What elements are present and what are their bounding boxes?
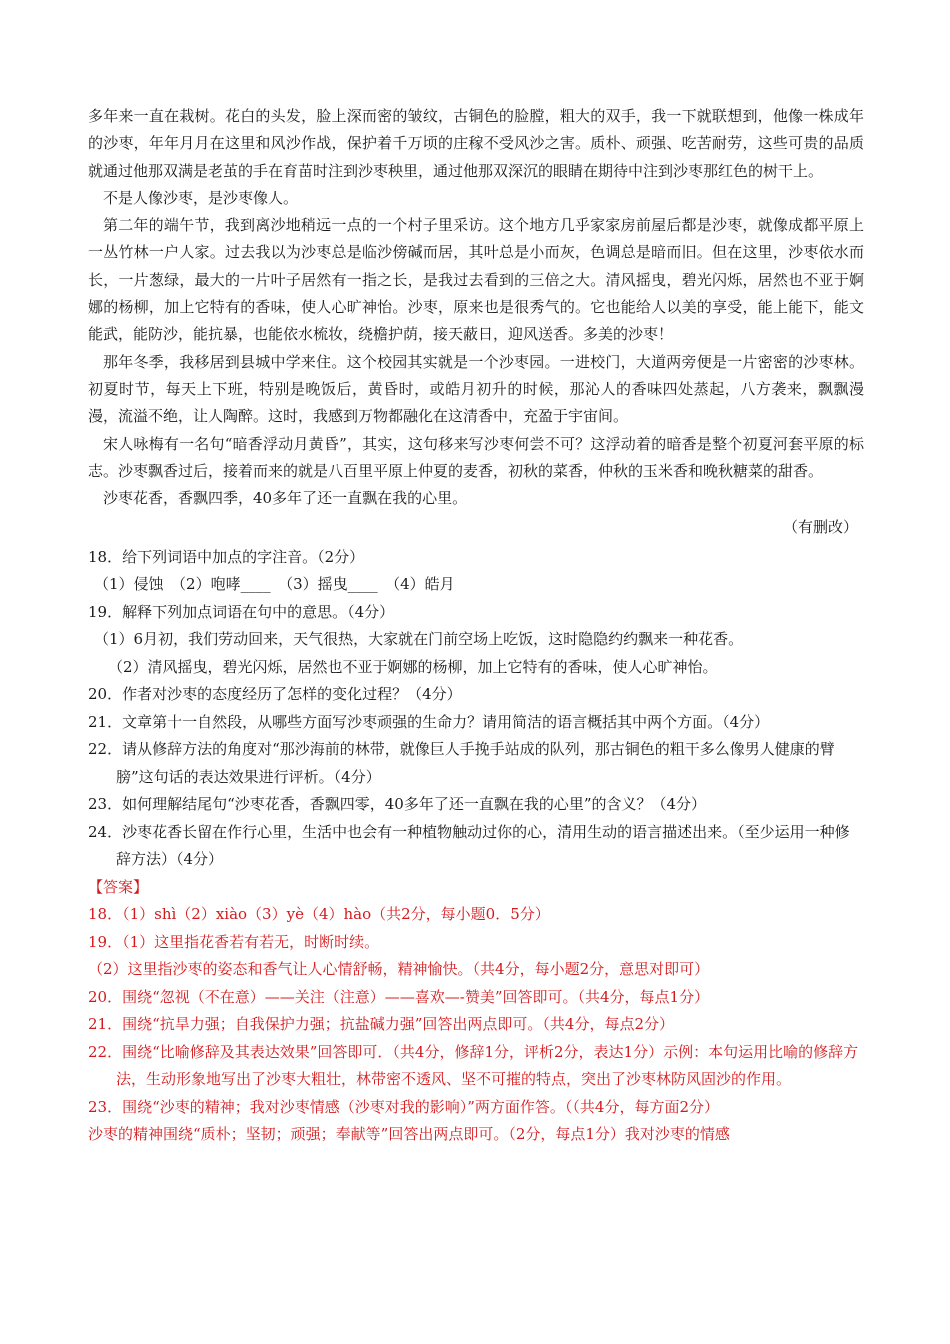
article-paragraph-6: 沙枣花香，香飘四季，40多年了还一直飘在我的心里。 — [103, 489, 468, 508]
question-23: 23．如何理解结尾句“沙枣花香，香飘四零，40多年了还一直飘在我的心里”的含义？（4分） — [88, 795, 707, 814]
answer-20: 20．围绕“忽视（不在意）——关注（注意）——喜欢—-赞美”回答即可。（共4分，每点1分） — [88, 987, 710, 1006]
article-body — [88, 103, 864, 542]
question-24: 24．沙枣花香长留在作行心里，生活中也会有一种植物触动过你的心，清用生动的语言描述出来。（至少运用一种修辞方法）（4分） — [88, 822, 850, 869]
question-19: 19．解释下列加点词语在句中的意思。（4分） — [88, 602, 395, 621]
question-18-items: （1）侵蚀 （2）咆哮____ （3）摇曳____ （4）皓月 — [94, 575, 455, 594]
article-paragraph-5: 宋人咏梅有一名句“暗香浮动月黄昏”，其实，这句移来写沙枣何尝不可？这浮动着的暗香是整个初夏河套平原的标志。沙枣飘香过后，接着而来的就是八百里平原上仲夏的麦香，初秋的菜香，仲秋的玉米香和晚秋糖菜的甜香。 — [88, 434, 864, 480]
article-paragraph-2: 不是人像沙枣，是沙枣像人。 — [103, 188, 299, 207]
article-paragraph-3: 第二年的端午节，我到离沙地稍远一点的一个村子里采访。这个地方几乎家家房前屋后都是沙枣，就像成都平原上一丛竹林一户人家。过去我以为沙枣总是临沙傍碱而居，其叶总是小而灰，色调总是暗而旧。但在这里，沙枣依水而长，一片葱绿，最大的一片叶子居然有一指之长，是我过去看到的三倍之大。清风摇曳，碧光闪烁，居然也不亚于婀娜的杨柳，加上它特有的香味，使人心旷神怡。沙枣，原来也是很秀气的。它也能给人以美的享受，能上能下，能文能武，能防沙，能抗暴，也能依水梳妆，绕檐护荫，接天蔽日，迎风送香。多美的沙枣！ — [88, 216, 864, 344]
question-19-part-1: （1）6月初，我们劳动回来，天气很热，大家就在门前空场上吃饭，这时隐隐约约飘来一种花香。 — [94, 630, 744, 649]
answer-21: 21．围绕“抗旱力强；自我保护力强；抗盐碱力强”回答出两点即可。（共4分，每点2分） — [88, 1015, 675, 1034]
questions-section — [88, 544, 864, 874]
question-18: 18．给下列词语中加点的字注音。（2分） — [88, 547, 365, 566]
answer-22: 22．围绕“比喻修辞及其表达效果”回答即可．（共4分，修辞1分，评析2分，表达1分）示例：本句运用比喻的修辞方法，生动形象地写出了沙枣大粗壮，林带密不透风、坚不可摧的特点，突出了沙枣林防风固沙的作用。 — [88, 1042, 859, 1089]
answers-header: 【答案】 — [88, 877, 149, 896]
article-paragraph-4: 那年冬季，我移居到县城中学来住。这个校园其实就是一个沙枣园。一进校门，大道两旁便是一片密密的沙枣林。初夏时节，每天上下班，特别是晚饭后，黄昏时，或皓月初升的时候，那沁人的香味四处蒸起，八方袭来，飘飘漫漫，流溢不绝，让人陶醉。这时，我感到万物都融化在这清香中，充盈于宇宙间。 — [88, 352, 864, 426]
question-20: 20．作者对沙枣的态度经历了怎样的变化过程？（4分） — [88, 685, 462, 704]
article-paragraph-1: 多年来一直在栽树。花白的头发，脸上深而密的皱纹，古铜色的脸膛，粗大的双手，我一下就联想到，他像一株成年的沙枣，年年月月在这里和风沙作战，保护着千万顷的庄稼不受风沙之害。质朴、顽强、吃苦耐劳，这些可贵的品质就通过他那双满是老茧的手在育苗时注到沙枣秧里，通过他那双深沉的眼睛在期待中注到沙枣那红色的树干上。 — [88, 107, 864, 180]
answer-23-continued: 沙枣的精神围绕“质朴；坚韧；顽强；奉献等”回答出两点即可。（2分，每点1分）我对沙枣的情感 — [88, 1125, 730, 1144]
answer-23: 23．围绕“沙枣的精神；我对沙枣情感（沙枣对我的影响）”两方面作答。（（共4分，每方面2分） — [88, 1097, 720, 1116]
answer-19-part-2: （2）这里指沙枣的姿态和香气让人心情舒畅，精神愉快。（共4分，每小题2分，意思对即可） — [88, 960, 710, 979]
source-note: （有删改） — [782, 518, 858, 537]
document-page — [88, 103, 864, 1149]
question-19-part-2: （2）清风摇曳，碧光闪烁，居然也不亚于婀娜的杨柳，加上它特有的香味，使人心旷神怡。 — [108, 657, 718, 676]
question-21: 21．文章第十一自然段，从哪些方面写沙枣顽强的生命力？请用简洁的语言概括其中两个方面。（4分） — [88, 712, 770, 731]
answers-section — [88, 874, 864, 1149]
answer-19-part-1: 19．（1）这里指花香若有若无，时断时续。 — [88, 932, 380, 951]
question-22: 22．请从修辞方法的角度对“那沙海前的林带，就像巨人手挽手站成的队列，那古铜色的粗干多么像男人健康的臂膀”这句话的表达效果进行评析。（4分） — [88, 740, 835, 786]
answer-18: 18．（1）shì（2）xiào（3）yè（4）hào（共2分，每小题0．5分） — [88, 905, 550, 924]
